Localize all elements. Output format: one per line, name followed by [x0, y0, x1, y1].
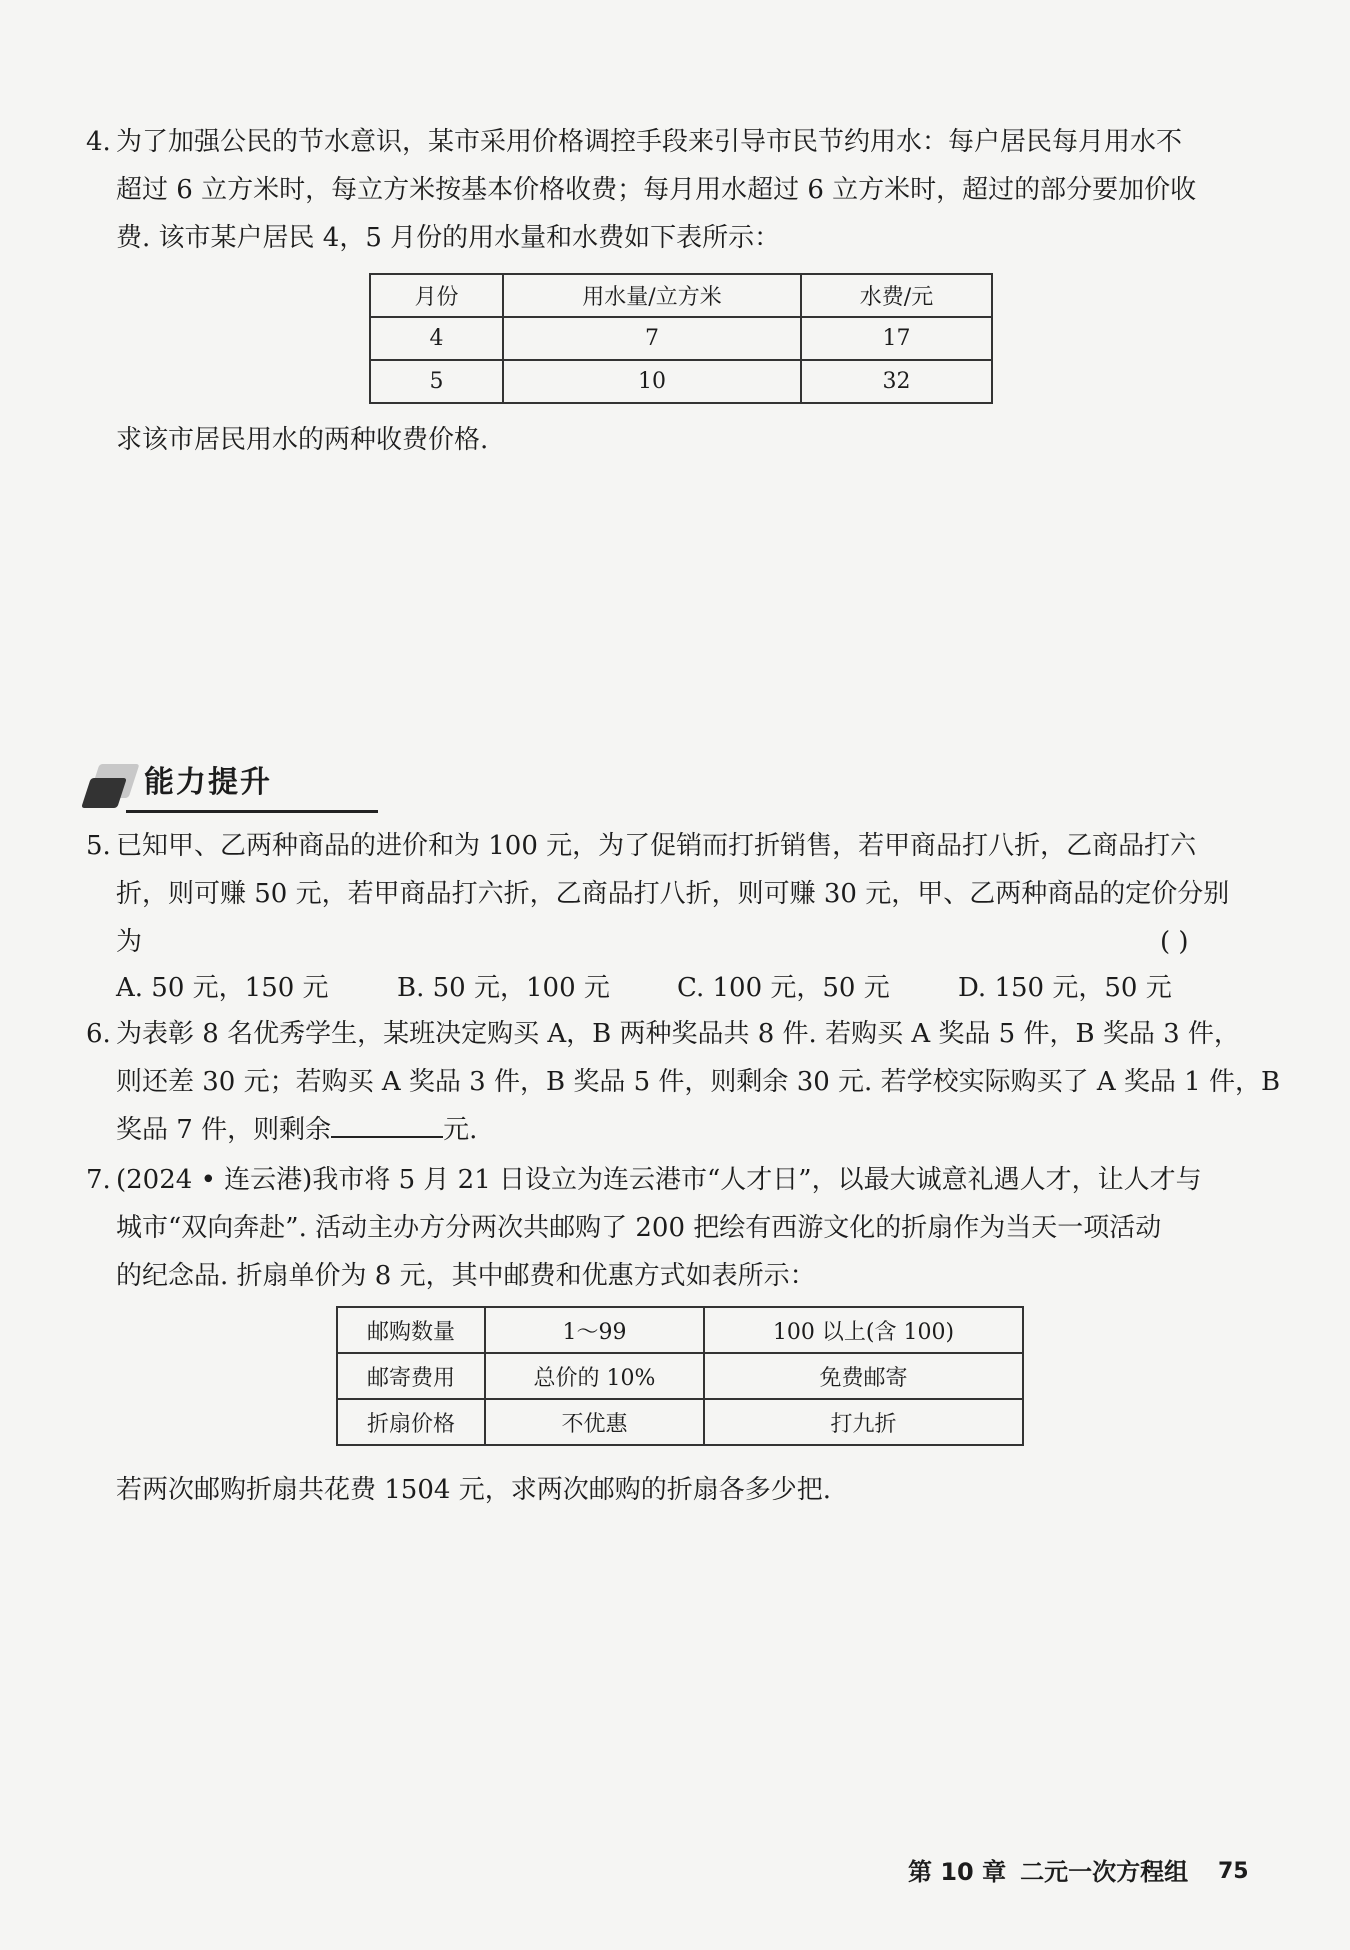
- option-d: D. 150 元，50 元: [958, 973, 1172, 1003]
- table-cell: 免费邮寄: [704, 1353, 1023, 1399]
- table-cell: 10: [503, 360, 801, 403]
- page-number: 75: [1218, 1859, 1249, 1884]
- answer-bracket: ( ): [1160, 927, 1189, 957]
- q4-line: 费. 该市某户居民 4，5 月份的用水量和水费如下表所示：: [116, 223, 781, 253]
- option-a: A. 50 元，150 元: [116, 973, 329, 1003]
- table-cell: 折扇价格: [337, 1399, 485, 1445]
- q5-options: [116, 966, 1266, 1010]
- table-header-cell: 月份: [370, 274, 503, 317]
- q7-text: [116, 1156, 1202, 1300]
- table-cell: 1～99: [485, 1307, 704, 1353]
- q7-line: 城市“双向奔赴”. 活动主办方分两次共邮购了 200 把绘有西游文化的折扇作为当天一项活动: [116, 1213, 1162, 1243]
- footer-chapter: 第 10 章: [908, 1858, 1007, 1886]
- section-title: 能力提升: [144, 765, 272, 800]
- q6-line: 则还差 30 元；若购买 A 奖品 3 件，B 奖品 5 件，则剩余 30 元. 若学校实际购买了 A 奖品 1 件，B: [116, 1067, 1281, 1097]
- q6-line-prefix: 奖品 7 件，则剩余: [116, 1115, 332, 1145]
- section-decoration-icon: [81, 778, 127, 808]
- q6-text: [116, 1010, 1280, 1154]
- table-cell: 总价的 10%: [485, 1353, 704, 1399]
- q5-line: 已知甲、乙两种商品的进价和为 100 元，为了促销而打折销售，若甲商品打八折，乙商品打六: [116, 831, 1197, 861]
- page-footer: [908, 1854, 1202, 1890]
- table-cell: 7: [503, 317, 801, 360]
- table-cell: 邮购数量: [337, 1307, 485, 1353]
- q7-number: 7.: [86, 1165, 111, 1195]
- option-c: C. 100 元，50 元: [677, 973, 890, 1003]
- table-header-row: [370, 274, 992, 317]
- table-cell: 17: [801, 317, 992, 360]
- q5-line: 折，则可赚 50 元，若甲商品打六折，乙商品打八折，则可赚 30 元，甲、乙两种商品的定价分别: [116, 879, 1230, 909]
- table-cell: 5: [370, 360, 503, 403]
- water-fee-table: [369, 273, 993, 404]
- q7-line: (2024 • 连云港)我市将 5 月 21 日设立为连云港市“人才日”，以最大诚意礼遇人才，让人才与: [116, 1165, 1202, 1195]
- answer-blank: [331, 1106, 443, 1138]
- q5-text: [116, 822, 1229, 966]
- q6-line-suffix: 元.: [443, 1115, 478, 1145]
- q6-number: 6.: [86, 1019, 111, 1049]
- q4-line: 超过 6 立方米时，每立方米按基本价格收费；每月用水超过 6 立方米时，超过的部分要加价收: [116, 175, 1197, 205]
- table-row: [370, 317, 992, 360]
- q4-question: 求该市居民用水的两种收费价格.: [116, 425, 489, 455]
- q4-text: [116, 118, 1196, 262]
- q7-line: 的纪念品. 折扇单价为 8 元，其中邮费和优惠方式如表所示：: [116, 1261, 816, 1291]
- q5-line: 为: [116, 927, 143, 957]
- table-cell: 邮寄费用: [337, 1353, 485, 1399]
- q6-line: 为表彰 8 名优秀学生，某班决定购买 A，B 两种奖品共 8 件. 若购买 A 奖品 5 件，B 奖品 3 件，: [116, 1019, 1240, 1049]
- q5-number: 5.: [86, 831, 111, 861]
- q4-line: 为了加强公民的节水意识，某市采用价格调控手段来引导市民节约用水：每户居民每月用水不: [116, 127, 1183, 157]
- table-cell: 不优惠: [485, 1399, 704, 1445]
- table-cell: 32: [801, 360, 992, 403]
- section-underline: [126, 810, 378, 813]
- table-row: [337, 1399, 1023, 1445]
- table-cell: 100 以上(含 100): [704, 1307, 1023, 1353]
- option-b: B. 50 元，100 元: [397, 973, 610, 1003]
- q4-number: 4.: [86, 127, 111, 157]
- footer-title: 二元一次方程组: [1020, 1858, 1189, 1886]
- q7-question: 若两次邮购折扇共花费 1504 元，求两次邮购的折扇各多少把.: [116, 1475, 831, 1505]
- table-header-cell: 水费/元: [801, 274, 992, 317]
- table-header-cell: 用水量/立方米: [503, 274, 801, 317]
- table-row: [337, 1353, 1023, 1399]
- table-row: [337, 1307, 1023, 1353]
- table-cell: 打九折: [704, 1399, 1023, 1445]
- section-header: [86, 758, 326, 818]
- table-row: [370, 360, 992, 403]
- q6-last-line: [116, 1106, 1280, 1154]
- table-cell: 4: [370, 317, 503, 360]
- fan-order-table: [336, 1306, 1024, 1446]
